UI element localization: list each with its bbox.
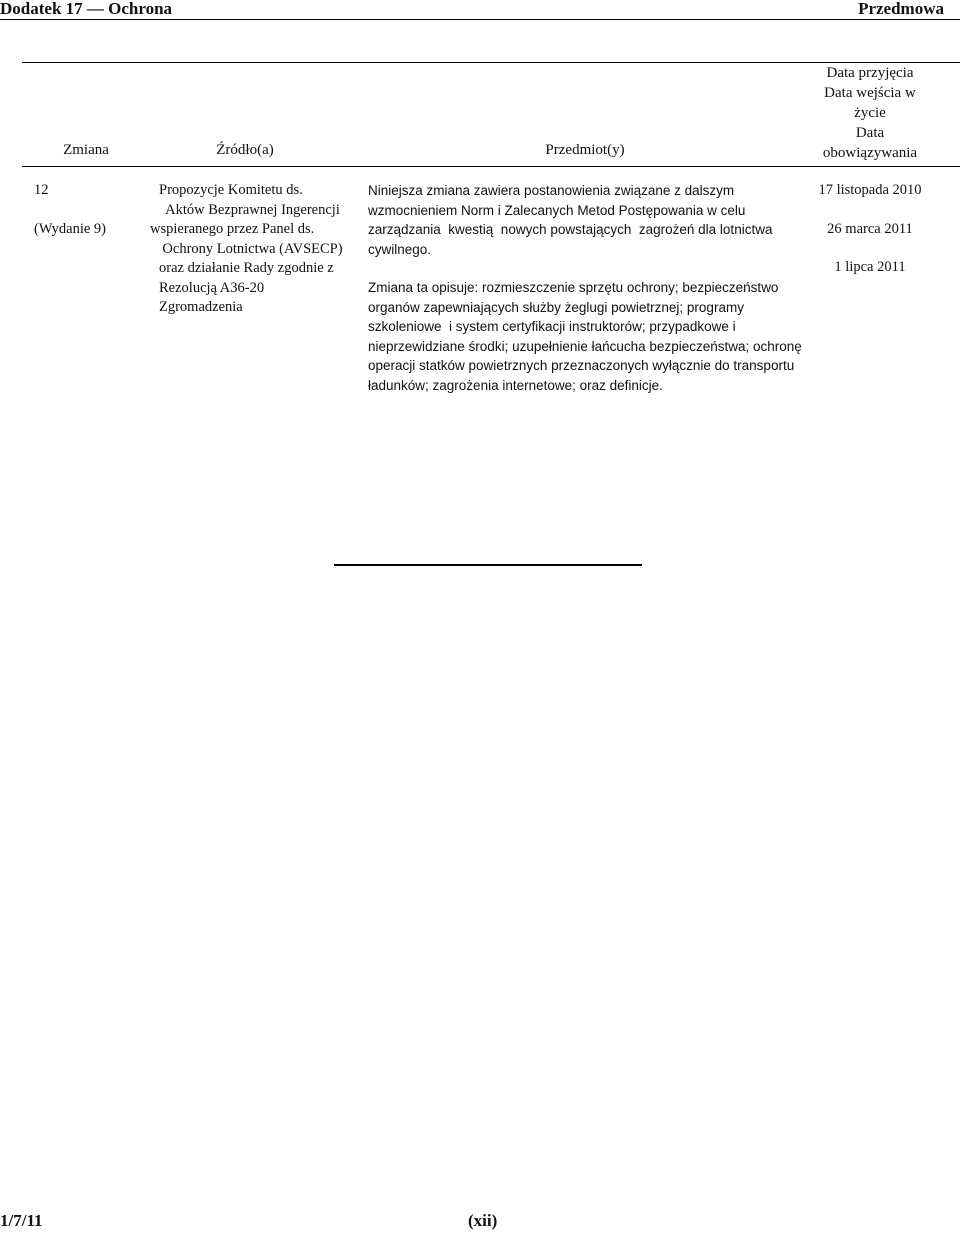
subject-line: Zmiana ta opisuje: rozmieszczenie sprzętu ochrony; bezpieczeństwo [368, 280, 779, 295]
table-header-rule [22, 166, 960, 167]
col-header-zrodlo: Źródło(a) [216, 142, 274, 158]
running-header-right: Przedmowa [858, 0, 944, 18]
amendment-edition: (Wydanie 9) [34, 221, 106, 237]
col-header-daty [800, 63, 940, 163]
source-line: Rezolucją A36-20 [159, 279, 265, 296]
source-cell [150, 181, 355, 318]
col-header-zmiana: Zmiana [63, 142, 109, 158]
date-applicable: 1 lipca 2011 [834, 259, 906, 275]
subject-paragraph-2 [368, 278, 808, 395]
subject-line: zarządzania kwestią nowych powstających zagrożeń dla lotnictwa [368, 222, 773, 237]
subject-line: ładunków; zagrożenia internetowe; oraz definicje. [368, 377, 663, 393]
source-line: Ochrony Lotnictwa (AVSECP) [162, 240, 343, 257]
running-header-left: Dodatek 17 — Ochrona [0, 0, 173, 18]
col-header-daty-line: obowiązywania [822, 145, 918, 161]
source-line: Propozycje Komitetu ds. [159, 182, 303, 198]
subject-line: szkoleniowe i system certyfikacji instruktorów; przypadkowe i [368, 319, 736, 334]
source-line: Aktów Bezprawnej Ingerencji [165, 201, 340, 218]
source-line: oraz działanie Rady zgodnie z [159, 260, 334, 276]
header-rule [0, 19, 960, 20]
col-header-daty-line: Data [855, 125, 885, 141]
source-line: Zgromadzenia [159, 299, 243, 315]
subject-line: cywilnego. [368, 241, 432, 257]
col-header-przedmiot: Przedmiot(y) [545, 142, 625, 158]
amendment-number: 12 [34, 182, 49, 198]
end-rule [334, 564, 642, 566]
subject-line: wzmocnieniem Norm i Zalecanych Metod Postępowania w celu [368, 202, 746, 218]
date-adopted: 17 listopada 2010 [818, 182, 922, 198]
subject-paragraph-1 [368, 181, 808, 259]
subject-line: organów zapewniających służby żeglugi powietrznej; programy [368, 299, 744, 315]
footer-date: 1/7/11 [0, 1211, 43, 1230]
subject-line: Niniejsza zmiana zawiera postanowienia związane z dalszym [368, 183, 735, 198]
source-line: wspieranego przez Panel ds. [150, 221, 315, 237]
footer-page-number: (xii) [468, 1211, 498, 1230]
date-effective: 26 marca 2011 [827, 221, 913, 237]
col-header-daty-line: Data wejścia w [824, 85, 916, 101]
subject-line: nieprzewidziane środki; uzupełnienie łańcucha bezpieczeństwa; ochronę [368, 338, 802, 354]
col-header-daty-line: Data przyjęcia [826, 65, 914, 81]
col-header-daty-line: życie [854, 105, 886, 121]
subject-line: operacji statków powietrznych przeznaczonych wyłącznie do transportu [368, 358, 795, 373]
